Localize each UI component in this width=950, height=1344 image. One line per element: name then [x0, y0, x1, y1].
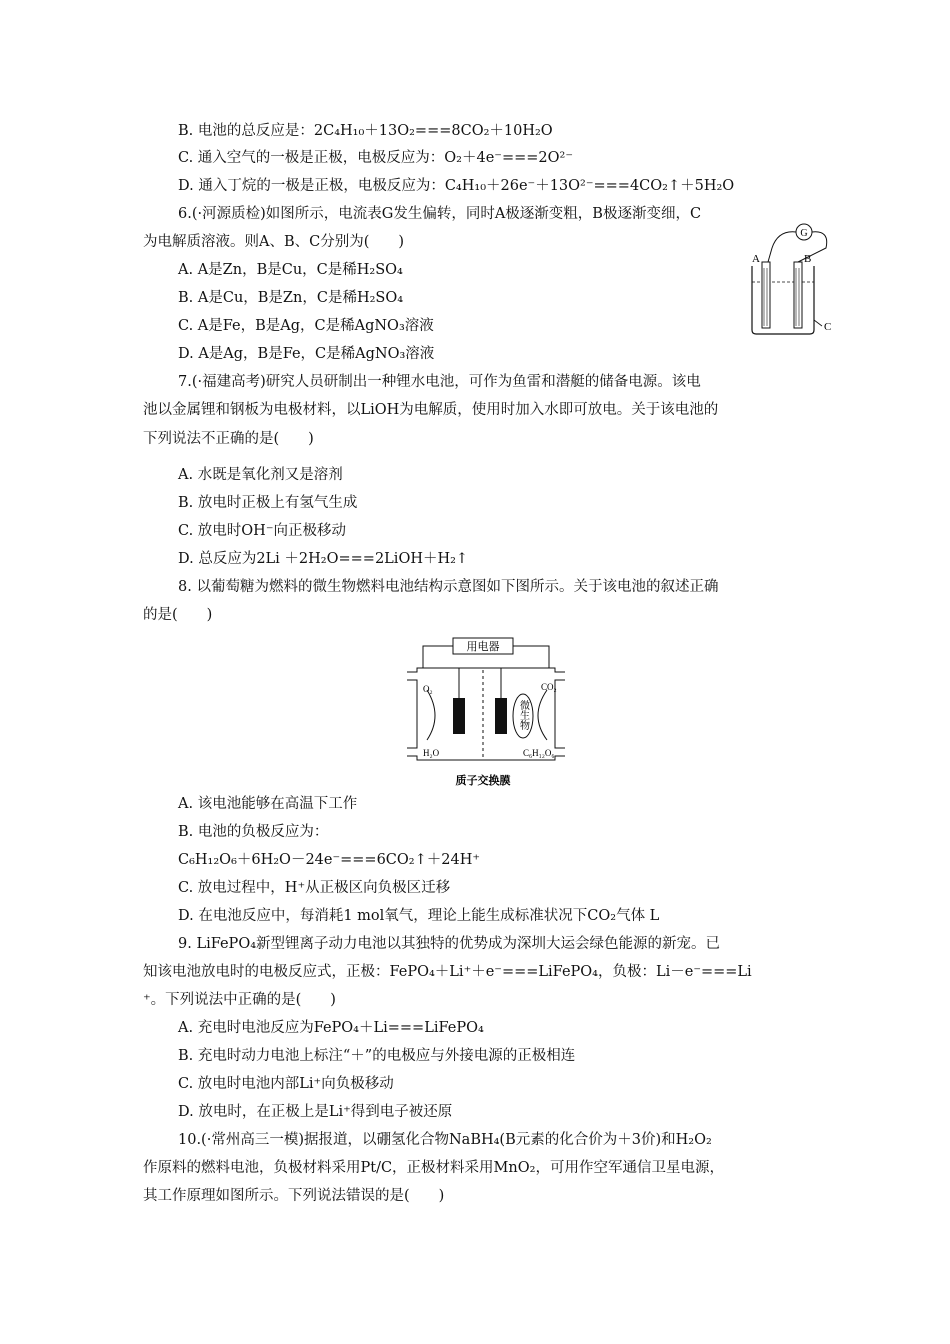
solution-label: C	[824, 321, 832, 333]
text-line: A. 该电池能够在高温下工作	[178, 796, 358, 812]
text-line: 7.(·福建高考)研究人员研制出一种锂水电池，可作为鱼雷和潜艇的储备电源。该电	[178, 374, 701, 390]
text-line: A. 充电时电池反应为FePO₄＋Li===LiFePO₄	[178, 1020, 484, 1036]
text-line: A. 水既是氧化剂又是溶剂	[178, 467, 343, 483]
galvanic-cell-figure	[738, 222, 838, 340]
text-line: 的是( )	[143, 607, 213, 623]
o2-label: O₂	[423, 684, 433, 694]
text-line: C. 放电时OH⁻向正极移动	[178, 523, 346, 539]
microbial-fuel-cell-figure	[403, 632, 573, 792]
text-line: C. A是Fe，B是Ag，C是稀AgNO₃溶液	[178, 318, 434, 334]
microbe-label: 微生物	[517, 700, 529, 730]
glucose-label: C₆H₁₂O₆	[523, 748, 555, 758]
text-line: 10.(·常州高三一模)据报道，以硼氢化合物NaBH₄(B元素的化合价为＋3价)和H₂O₂	[178, 1132, 712, 1148]
text-line: A. A是Zn，B是Cu，C是稀H₂SO₄	[178, 262, 403, 278]
text-line: C. 放电时电池内部Li⁺向负极移动	[178, 1076, 394, 1092]
text-line: D. 在电池反应中，每消耗1 mol氧气，理论上能生成标准状况下CO₂气体 L	[178, 908, 660, 924]
text-line: B. 放电时正极上有氢气生成	[178, 495, 358, 511]
text-line: B. A是Cu，B是Zn，C是稀H₂SO₄	[178, 290, 404, 306]
text-line: 为电解质溶液。则A、B、C分别为( )	[143, 234, 405, 250]
membrane-label: 质子交换膜	[455, 774, 511, 787]
text-line: C. 放电过程中，H⁺从正极区向负极区迁移	[178, 880, 451, 896]
text-line: 9. LiFePO₄新型锂离子动力电池以其独特的优势成为深圳大运会绿色能源的新宠。已	[178, 936, 721, 952]
h2o-label: H₂O	[423, 748, 440, 758]
text-line: B. 电池的负极反应为：	[178, 824, 329, 840]
text-line: B. 充电时动力电池上标注“＋”的电极应与外接电源的正极相连	[178, 1048, 576, 1064]
text-line: C. 通入空气的一极是正极，电极反应为：O₂＋4e⁻===2O²⁻	[178, 150, 573, 166]
text-line: 作原料的燃料电池，负极材料采用Pt/C，正极材料采用MnO₂，可用作空军通信卫星电源，	[143, 1160, 724, 1176]
text-line: C₆H₁₂O₆＋6H₂O－24e⁻===6CO₂↑＋24H⁺	[178, 852, 481, 868]
text-line: 8. 以葡萄糖为燃料的微生物燃料电池结构示意图如下图所示。关于该电池的叙述正确	[178, 579, 719, 595]
text-line: 下列说法不正确的是( )	[143, 431, 314, 447]
text-line: B. 电池的总反应是：2C₄H₁₀＋13O₂===8CO₂＋10H₂O	[178, 123, 553, 139]
text-line: ⁺。下列说法中正确的是( )	[143, 992, 336, 1008]
text-line: D. 总反应为2Li ＋2H₂O===2LiOH＋H₂↑	[178, 551, 469, 567]
device-label: 用电器	[466, 640, 500, 653]
beaker-icon	[752, 266, 814, 334]
electrode-b-label: B	[804, 253, 812, 265]
co2-label: CO₂	[541, 682, 557, 692]
electrode-a-label: A	[752, 253, 760, 265]
text-line: 池以金属锂和钢板为电极材料，以LiOH为电解质，使用时加入水即可放电。关于该电池的	[143, 402, 719, 418]
meter-label: G	[800, 228, 808, 239]
text-line: 6.(·河源质检)如图所示，电流表G发生偏转，同时A极逐渐变粗，B极逐渐变细，C	[178, 206, 702, 222]
text-line: D. 通入丁烷的一极是正极，电极反应为：C₄H₁₀＋26e⁻＋13O²⁻===4CO₂↑＋5H₂O	[178, 178, 735, 194]
text-line: D. 放电时，在正极上是Li⁺得到电子被还原	[178, 1104, 453, 1120]
text-line: D. A是Ag，B是Fe，C是稀AgNO₃溶液	[178, 346, 435, 362]
text-line: 知该电池放电时的电极反应式，正极：FePO₄＋Li⁺＋e⁻===LiFePO₄，负极：Li－e⁻===Li	[143, 964, 752, 980]
text-line: 其工作原理如图所示。下列说法错误的是( )	[143, 1188, 445, 1204]
